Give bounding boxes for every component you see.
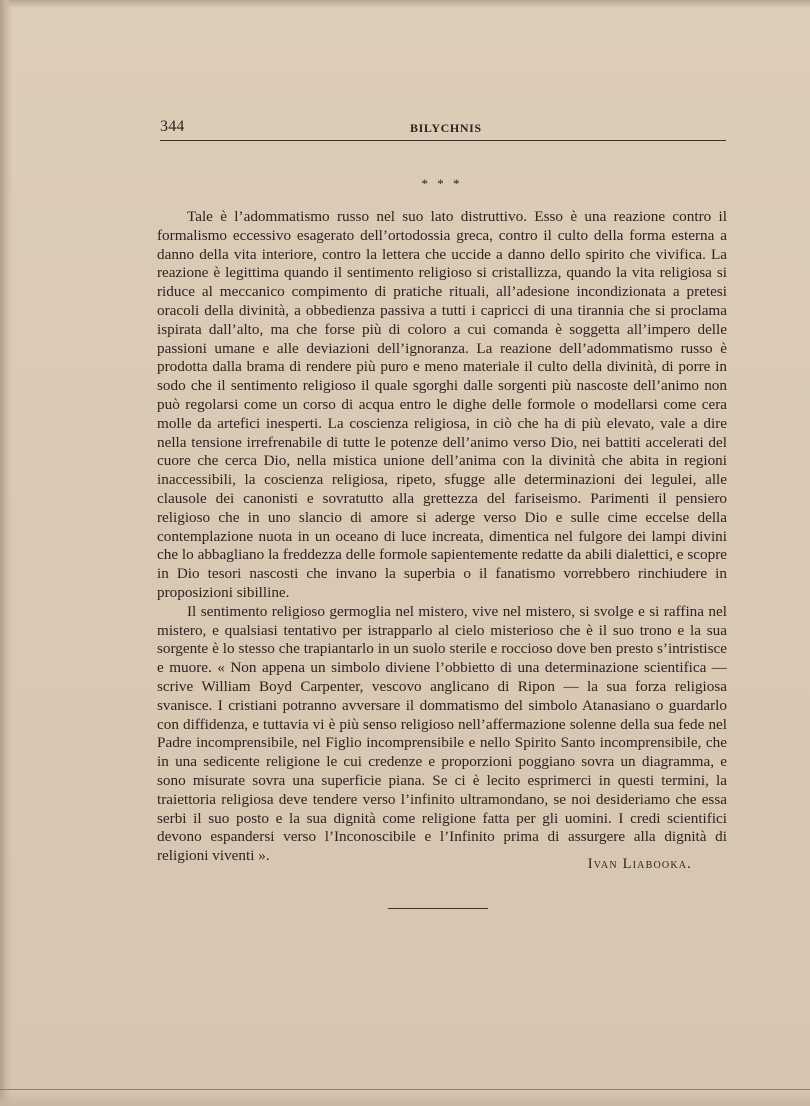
page-number: 344 (160, 118, 185, 135)
page-top-edge (0, 0, 810, 8)
page-left-edge (0, 0, 12, 1106)
author-signature: Ivan Liabooka. (587, 856, 692, 872)
page-bottom-edge (0, 1089, 810, 1106)
running-title: BILYCHNIS (410, 121, 482, 135)
running-header (160, 118, 726, 141)
paragraph-1: Tale è l’adommatismo russo nel suo lato distruttivo. Esso è una reazione contro il formalismo eccessivo esagerato dell’ortodossia greca, contro il culto della forma esterna a danno della vita interiore, contro la lettera che uccide a danno dello spirito che vivifica. La reazione è legittima quando il sentimento religioso si cristallizza, quando la vita religiosa si riduce al meccanico compimento di pratiche rituali, all’adesione incondizionata a pretesi oracoli della divinità, a obbedienza passiva a tutti i capricci di una tirannia che si proclama ispirata dall’alto, ma che forse più di coloro a cui comanda è soggetta all’impero delle passioni umane e alle deviazioni dell’ignoranza. La reazione dell’adommatismo russo è prodotta dalla brama di rendere più puro e meno materiale il culto della divinità, di porre in sodo che il sentimento religioso il quale sgorghi dalle sorgenti più nascoste dell’animo non può regolarsi come un corso di acqua entro le dighe delle formole o modellarsi come cera molle da artefici inesperti. La coscienza religiosa, in ciò che ha di più elevato, vale a dire nella tensione irrefrenabile di tutte le potenze dell’animo verso Dio, nei battiti accelerati del cuore che cerca Dio, nella mistica unione dell’anima con la divinità che abita in regioni inaccessibili, la coscienza religiosa, ripeto, sfugge alle determinazioni dei legulei, alle clausole dei canonisti e sovratutto alla grettezza del fariseismo. Parimenti il pensiero religioso che in uno slancio di amore si aderge verso Dio e sulle cime eccelse della contemplazione nuota in un oceano di luce increata, dimentica nel fulgore dei lampi divini che lo abbagliano la freddezza delle formole sapientemente redatte da abili dialettici, e scopre in Dio tesori nascosti che invano la superbia o il fanatismo vorrebbero rinchiudere in proposizioni sibilline. (157, 208, 727, 601)
end-of-article-rule (388, 908, 488, 909)
paragraph-2: Il sentimento religioso germoglia nel mistero, vive nel mistero, si svolge e si raffina nel mistero, e qualsiasi tentativo per istrapparlo al cielo misterioso che è il suo trono e la sua sorgente è lo stesso che trapiantarlo in un suolo sterile e roccioso dove ben presto s’intristisce e muore. « Non appena un simbolo diviene l’obbietto di una determinazione scientifica — scrive William Boyd Carpenter, vescovo anglicano di Ripon — la sua forza religiosa svanisce. I cristiani potranno avversare il dommatismo del simbolo Atanasiano o guardarlo con diffidenza, e tuttavia vi è più senso religioso nell’affermazione solenne della sua fede nel Padre incomprensibile, nel Figlio incomprensibile e nello Spirito Santo incomprensibile, che in una sedicente religione le cui credenze e proporzioni poggiano sovra un diagramma, e sono misurate sovra una superficie piana. Se ci è lecito esprimerci in questi termini, la traiettoria religiosa deve tendere verso l’infinito ultramondano, se noi desideriamo che essa serbi il suo posto e la sua dignità come religione fatta per gli uomini. I credi scientifici devono espandersi verso l’Inconoscibile e l’Infinito prima di assurgere alla dignità di religioni viventi ». (157, 602, 727, 865)
section-break-asterism: * * * (421, 176, 463, 191)
article-body (157, 208, 727, 866)
